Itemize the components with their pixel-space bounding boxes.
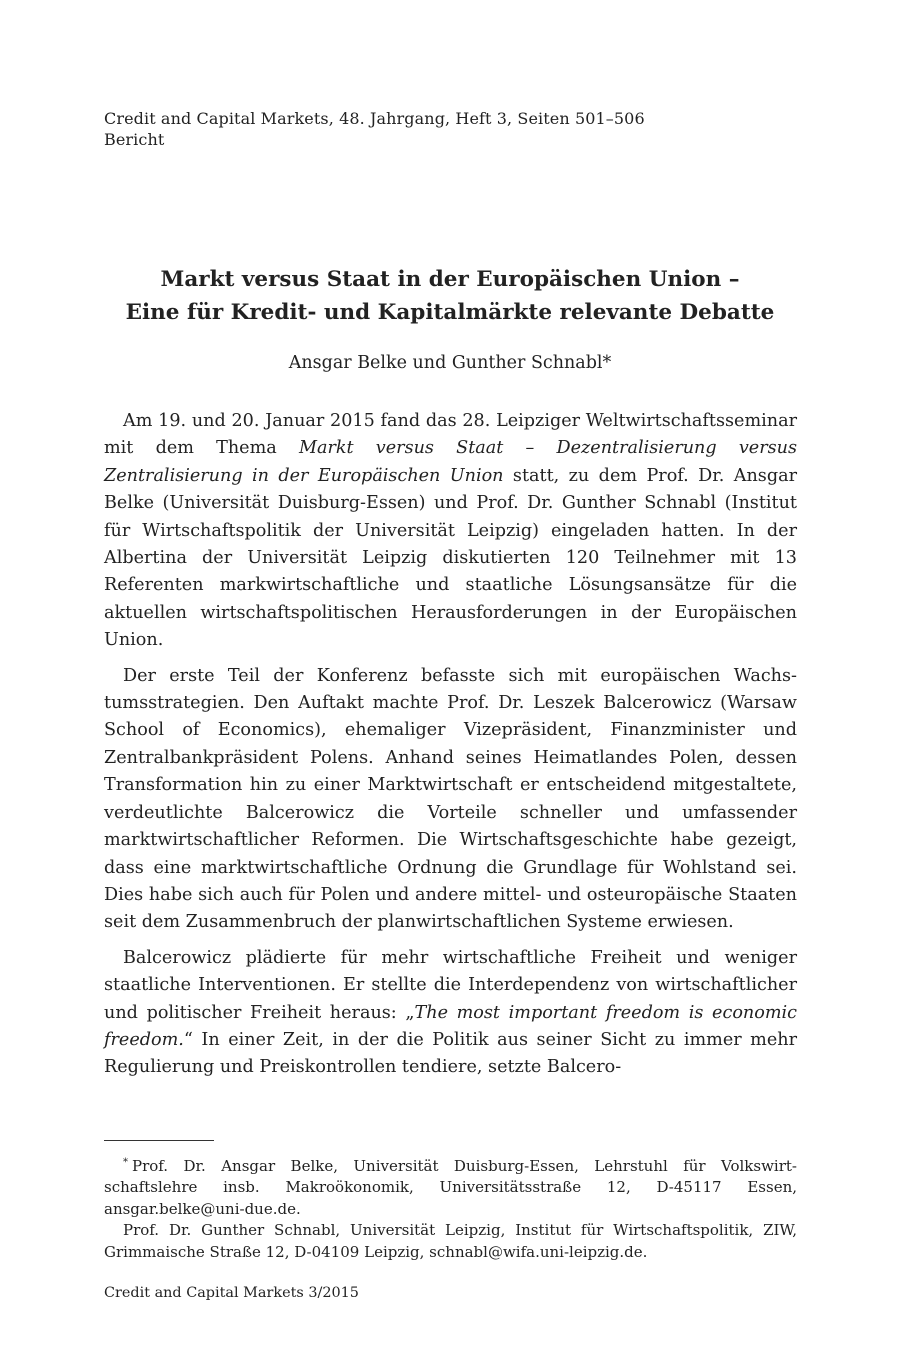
title-line-2: Eine für Kredit- und Kapitalmärkte relevante Debatte bbox=[125, 300, 775, 325]
footnotes bbox=[104, 1152, 797, 1263]
footnote-divider bbox=[104, 1140, 214, 1141]
paragraph-1-italic-topic: Markt versus Staat – Dezentralisierung versus Zentralisierung in der Europäischen Union bbox=[104, 438, 797, 486]
title-line-1: Markt versus Staat in der Europäischen Union – bbox=[160, 267, 740, 292]
footnote-1-text: Prof. Dr. Ansgar Belke, Universität Duisburg-Essen, Lehrstuhl für Volkswirtschaftslehre insb. Makroökonomik, Universitätsstraße 12, D-45117 Essen, ansgar.belke@uni-due.de. bbox=[104, 1157, 797, 1218]
paragraph-3 bbox=[104, 945, 797, 1082]
article-body bbox=[104, 408, 797, 1090]
paragraph-1-text-b: statt, zu dem Prof. Dr. Ansgar Belke (Universität Duisburg-Essen) und Prof. Dr. Gunther Schnabl (Institut für Wirtschaftspolitik der Universität Leipzig) eingeladen hatten. In der Albertina der Universität Leipzig diskutierten 120 Teilnehmer mit 13 Referenten markwirtschaftliche und staatliche Lösungsansätze für die aktuellen wirtschaftspolitischen Herausforderungen in der Europäischen Union. bbox=[104, 465, 797, 651]
paragraph-1 bbox=[104, 408, 797, 655]
article-title bbox=[0, 263, 900, 329]
paragraph-3-text-b: “ In einer Zeit, in der die Politik aus seiner Sicht zu immer mehr Regulierung und Preiskontrollen tendiere, setzte Balcero- bbox=[104, 1029, 797, 1078]
paragraph-3-text-a: Balcerowicz plädierte für mehr wirtschaftliche Freiheit und weniger staatliche Interventionen. Er stellte die Interdependenz von wirtschaftlicher und politischer Freiheit heraus: „ bbox=[104, 947, 797, 1023]
journal-header bbox=[104, 108, 645, 150]
paragraph-3-italic-quote: The most important freedom is economic freedom. bbox=[104, 1002, 797, 1050]
section-label: Bericht bbox=[104, 130, 165, 149]
journal-citation: Credit and Capital Markets, 48. Jahrgang, Heft 3, Seiten 501–506 bbox=[104, 109, 645, 128]
paragraph-1-text-a: Am 19. und 20. Januar 2015 fand das 28. Leipziger Weltwirtschaftsseminar mit dem Thema bbox=[104, 411, 797, 459]
footnote-1 bbox=[104, 1152, 797, 1220]
page-footer: Credit and Capital Markets 3/2015 bbox=[104, 1285, 359, 1301]
footnote-2: Prof. Dr. Gunther Schnabl, Universität Leipzig, Institut für Wirtschaftspolitik, ZIW, Grimmaische Straße 12, D-04109 Leipzig, schnabl@wifa.uni-leipzig.de. bbox=[104, 1221, 797, 1261]
footnote-marker: * bbox=[123, 1157, 128, 1168]
article-authors: Ansgar Belke und Gunther Schnabl* bbox=[288, 353, 612, 373]
paragraph-2: Der erste Teil der Konferenz befasste sich mit europäischen Wachstumsstrategien. Den Auftakt machte Prof. Dr. Leszek Balcerowicz (Warsaw School of Economics), ehemaliger Vizepräsident, Finanzminister und Zentralbankpräsident Polens. Anhand seines Heimatlandes Polen, dessen Transformation hin zu einer Marktwirtschaft er entscheidend mitgestaltete, verdeutlichte Balcerowicz die Vorteile schneller und umfassender marktwirtschaftlicher Reformen. Die Wirtschaftsgeschichte habe gezeigt, dass eine marktwirtschaftliche Ordnung die Grundlage für Wohlstand sei. Dies habe sich auch für Polen und andere mittel- und osteuropäische Staaten seit dem Zusammenbruch der planwirtschaftlichen Systeme erwiesen. bbox=[104, 665, 797, 933]
